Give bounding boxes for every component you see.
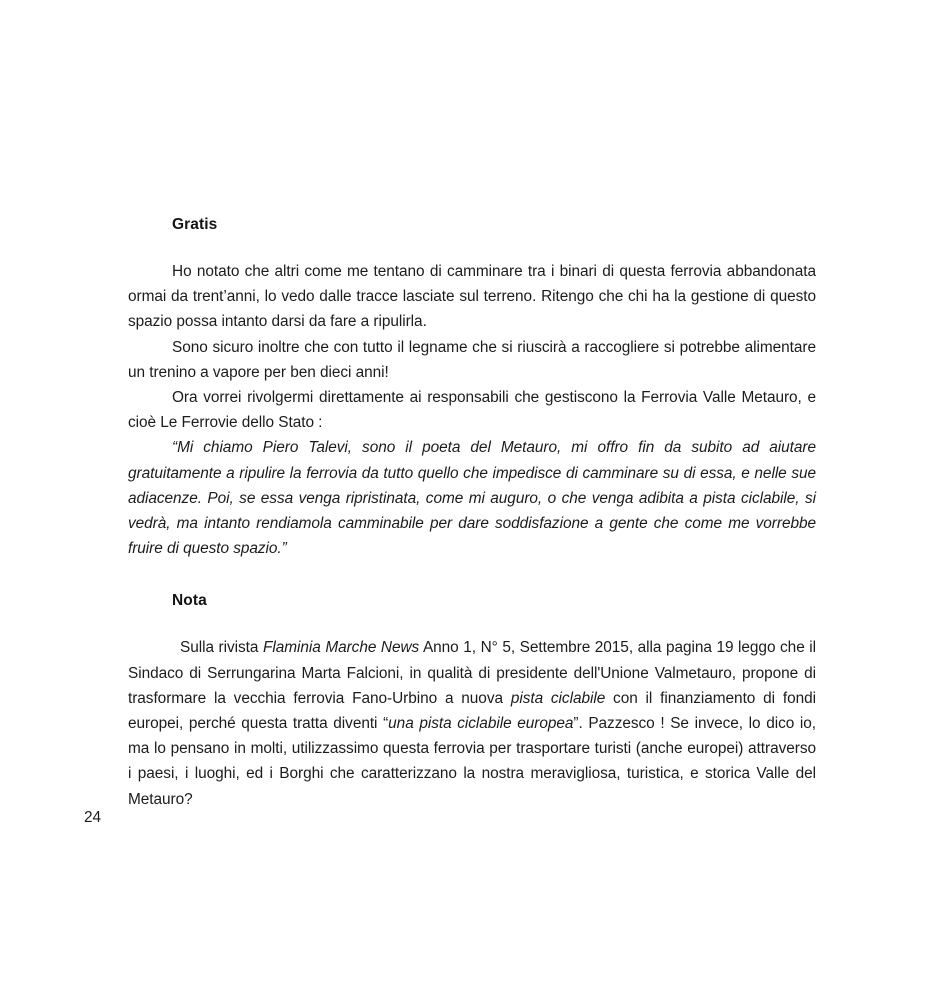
- section-body-gratis: [128, 259, 816, 561]
- quoted-passage: “Mi chiamo Piero Talevi, sono il poeta del Metauro, mi offro fin da subito ad aiutare gratuitamente a ripulire la ferrovia da tutto quello che impedisce di camminare su di essa, e nelle sue adiacenze. Poi, se essa venga ripristinata, come mi auguro, o che venga adibita a pista ciclabile, si vedrà, ma intanto rendiamola camminabile per dare soddisfazione a gente che come me vorrebbe fruire di questo spazio.”: [128, 439, 816, 558]
- section-heading-gratis: Gratis: [172, 216, 218, 233]
- section-heading-nota: Nota: [172, 592, 207, 610]
- note-text-part-2: Anno 1, N° 5, Settembre 2015, alla pagina 19 leggo che il Sindaco di Serrungarina Marta Falcioni, in qualità di presidente dell'Unione Valmetauro, propone di trasformare la vecchia ferrovia Fano-Urbino a nuova: [128, 639, 817, 707]
- note-text-part-4: ”. Pazzesco ! Se invece, lo dico io, ma lo pensano in molti, utilizzassimo questa ferrovia per trasportare turisti (anche europei) attraverso i paesi, i luoghi, ed i Borghi che caratterizzano la nostra meravigliosa, turistica, e storica Valle del Metauro?: [128, 715, 816, 808]
- note-text-part-1: Sulla rivista: [180, 639, 263, 657]
- paragraph: Sono sicuro inoltre che con tutto il legname che si riuscirà a raccogliere si potrebbe alimentare un trenino a vapore per ben dieci anni!: [128, 338, 816, 381]
- paragraph: Ora vorrei rivolgermi direttamente ai responsabili che gestiscono la Ferrovia Valle Metauro, e cioè Le Ferrovie dello Stato :: [128, 389, 816, 432]
- note-italic-pista-ciclabile: pista ciclabile: [510, 689, 606, 707]
- note-italic-pista-ciclabile-europea: una pista ciclabile europea: [388, 715, 574, 733]
- note-paragraph: [128, 635, 816, 811]
- note-italic-magazine-title: Flaminia Marche News: [262, 639, 420, 657]
- page-number: 24: [84, 809, 102, 826]
- paragraph: Ho notato che altri come me tentano di camminare tra i binari di questa ferrovia abbandonata ormai da trent’anni, lo vedo dalle tracce lasciate sul terreno. Ritengo che chi ha la gestione di questo spazio possa intanto darsi da fare a ripulirla.: [128, 263, 816, 331]
- page-content: [128, 215, 816, 812]
- note-text-part-3: con il finanziamento di fondi europei, perché questa tratta diventi “: [128, 689, 816, 733]
